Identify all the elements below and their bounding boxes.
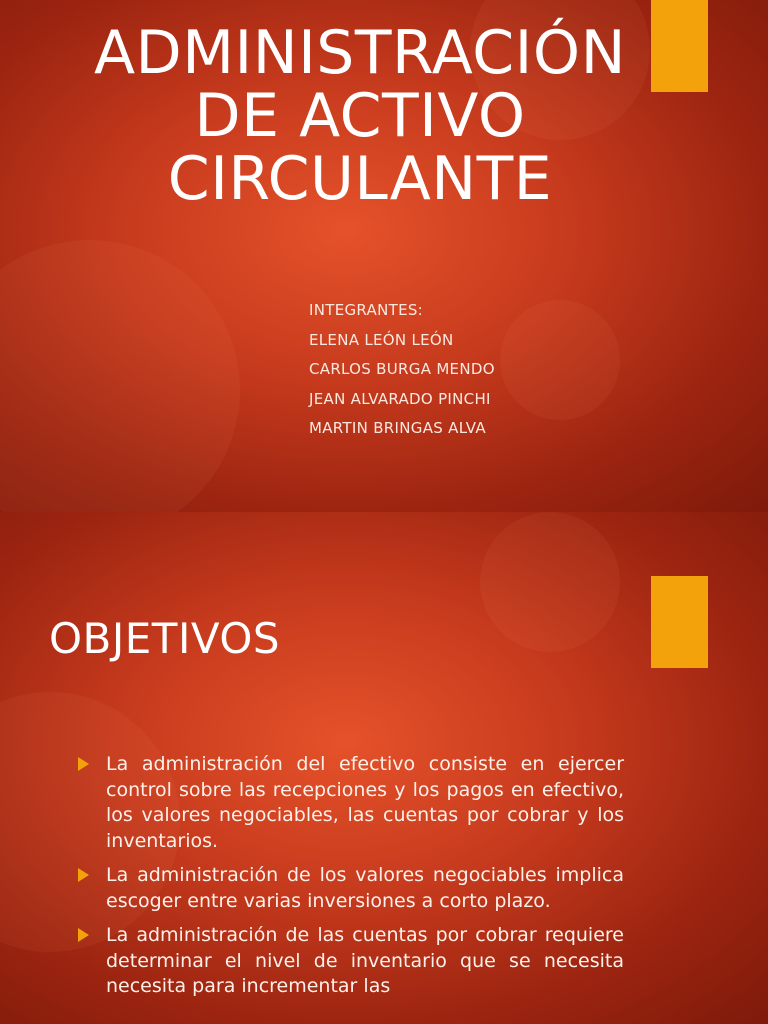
bullet-list: [78, 752, 624, 1009]
bokeh-circle: [480, 512, 620, 652]
bokeh-circle: [0, 240, 240, 512]
member-name: JEAN ALVARADO PINCHI: [309, 389, 491, 408]
bullet-text: La administración del efectivo consiste en ejercer control sobre las recepciones y los pagos en efectivo, los valores negociables, las cuentas por cobrar y los inventarios.: [106, 753, 624, 852]
title-line: ADMINISTRACIÓN: [94, 18, 626, 88]
bullet-item: [78, 863, 624, 914]
members-list: [309, 296, 495, 444]
slide-2: [0, 512, 768, 1024]
members-heading: INTEGRANTES:: [309, 301, 424, 319]
triangle-bullet-icon: [78, 868, 89, 882]
bullet-text: La administración de los valores negociables implica escoger entre varias inversiones a corto plazo.: [106, 864, 624, 912]
bokeh-circle: [500, 300, 620, 420]
triangle-bullet-icon: [78, 928, 89, 942]
title-line: CIRCULANTE: [167, 144, 553, 214]
member-name: CARLOS BURGA MENDO: [309, 360, 495, 378]
triangle-bullet-icon: [78, 757, 89, 771]
bullet-text: La administración de las cuentas por cobrar requiere determinar el nivel de inventario que se necesita necesita para incrementar las: [106, 924, 624, 997]
slide-title: OBJETIVOS: [49, 614, 281, 663]
member-name: MARTIN BRINGAS ALVA: [309, 419, 486, 437]
bullet-item: [78, 752, 624, 854]
slide-title: [60, 18, 660, 214]
member-name: ELENA LEÓN LEÓN: [309, 330, 454, 349]
accent-bar: [651, 576, 708, 668]
bullet-item: [78, 923, 624, 1000]
title-line: DE ACTIVO: [194, 81, 526, 151]
